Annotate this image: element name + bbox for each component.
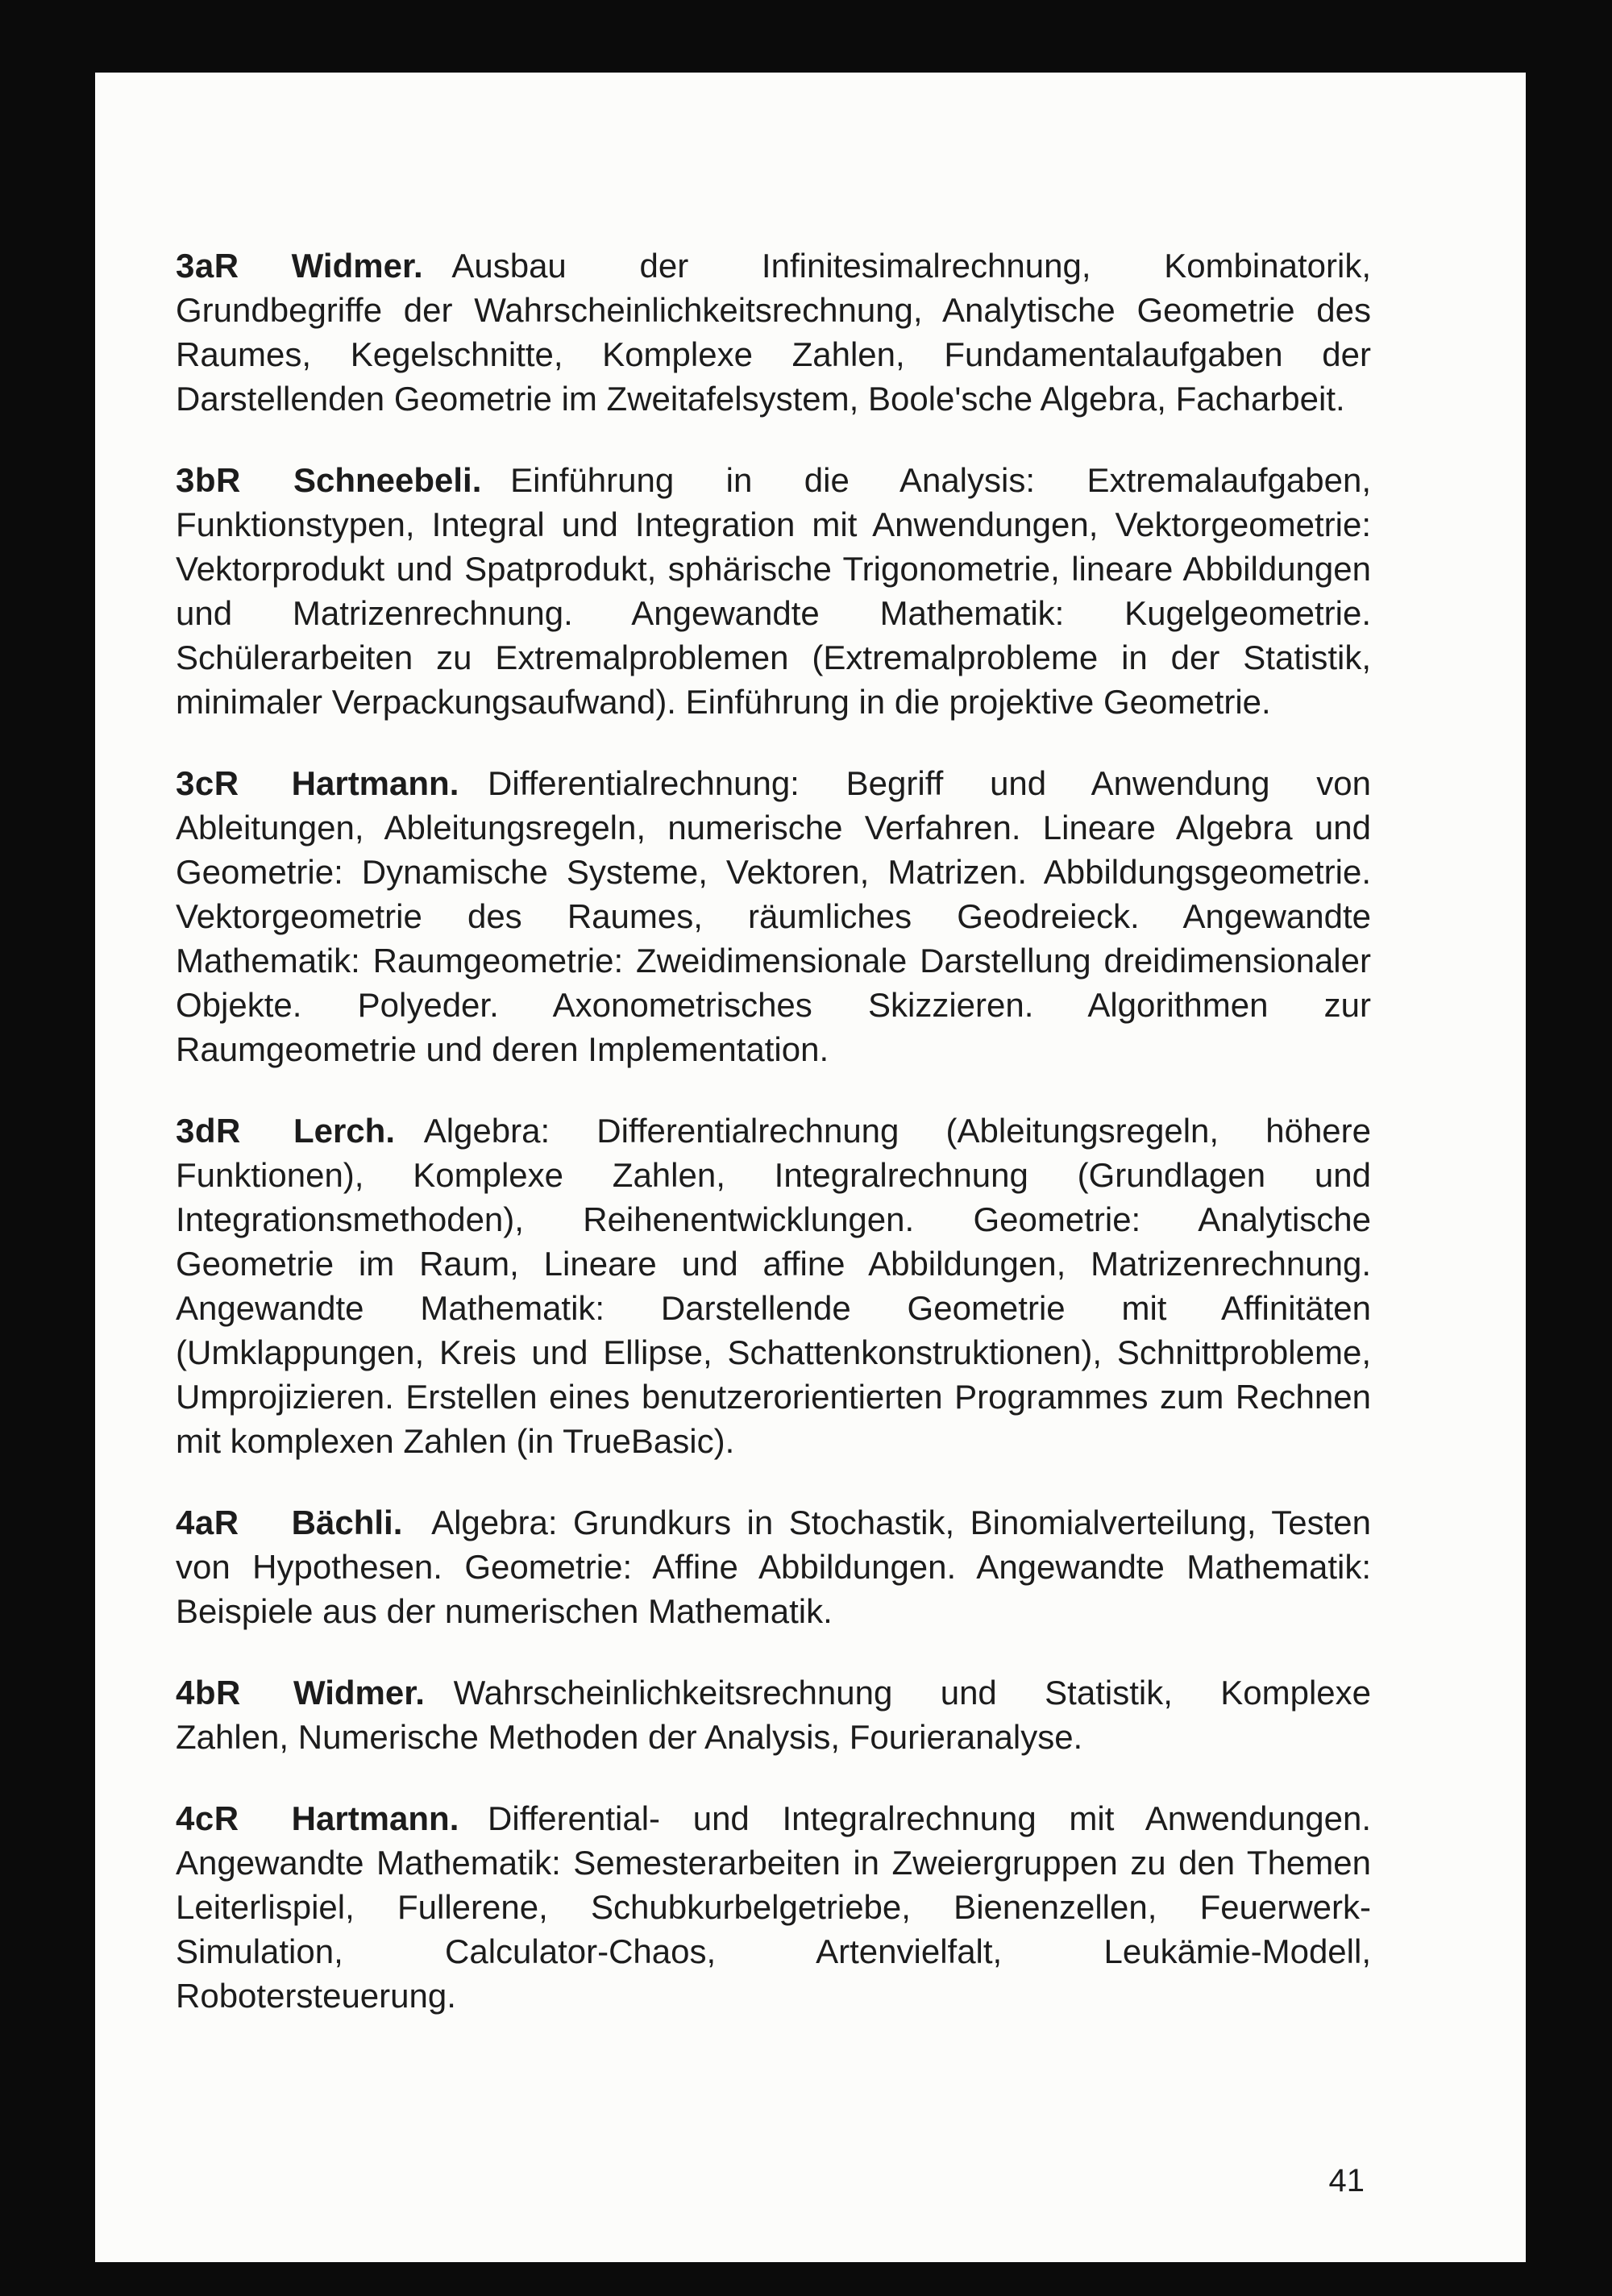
course-description: Einführung in die Analysis: Extremalaufgaben, Funktionstypen, Integral und Integration mit Anwendungen, Vektorgeometrie: Vektorprodukt und Spatprodukt, sphärische Trigonometrie, lineare Abbildungen und Matrizenrechnung. Angewandte Mathematik: Kugelgeometrie. Schülerarbeiten zu Extremalproblemen (Extremalprobleme in der Statistik, minimaler Verpackungsaufwand). Einführung in die projektive Geometrie. [176,461,1371,721]
course-description: Algebra: Grundkurs in Stochastik, Binomialverteilung, Testen von Hypothesen. Geometrie: Affine Abbildungen. Angewandte Mathematik: Beispiele aus der numerischen Mathematik. [176,1504,1371,1630]
teacher-name: Hartmann. [291,1799,459,1837]
course-paragraph [176,1500,1371,1633]
course-paragraph [176,1670,1371,1759]
course-paragraph [176,761,1371,1071]
teacher-name: Hartmann. [291,764,459,802]
course-paragraph [176,243,1371,421]
course-description: Differential- und Integralrechnung mit Anwendungen. Angewandte Mathematik: Semesterarbeiten in Zweiergruppen zu den Themen Leiterlispiel, Fullerene, Schubkurbelgetriebe, Bienenzellen, Feuerwerk-Simulation, Calculator-Chaos, Artenvielfalt, Leukämie-Modell, Robotersteuerung. [176,1799,1371,2015]
class-code: 3aR [176,247,239,285]
course-paragraph [176,1108,1371,1463]
course-description: Algebra: Differentialrechnung (Ableitungsregeln, höhere Funktionen), Komplexe Zahlen, Integralrechnung (Grundlagen und Integrationsmethoden), Reihenentwicklungen. Geometrie: Analytische Geometrie im Raum, Lineare und affine Abbildungen, Matrizenrechnung. Angewandte Mathematik: Darstellende Geometrie mit Affinitäten (Umklappungen, Kreis und Ellipse, Schattenkonstruktionen), Schnittprobleme, Umprojizieren. Erstellen eines benutzerorientierten Programmes zum Rechnen mit komplexen Zahlen (in TrueBasic). [176,1112,1371,1460]
teacher-name: Schneebeli. [293,461,482,499]
class-code: 3bR [176,461,241,499]
teacher-name: Widmer. [293,1674,425,1712]
class-code: 3dR [176,1112,241,1150]
class-code: 4bR [176,1674,241,1712]
teacher-name: Widmer. [291,247,423,285]
course-description: Wahrscheinlichkeitsrechnung und Statistik, Komplexe Zahlen, Numerische Methoden der Analysis, Fourieranalyse. [176,1674,1371,1756]
class-code: 4aR [176,1504,239,1541]
course-paragraph [176,458,1371,724]
page-number: 41 [1328,2163,1365,2198]
course-description: Differentialrechnung: Begriff und Anwendung von Ableitungen, Ableitungsregeln, numerische Verfahren. Lineare Algebra und Geometrie: Dynamische Systeme, Vektoren, Matrizen. Abbildungsgeometrie. Vektorgeometrie des Raumes, räumliches Geodreieck. Angewandte Mathematik: Raumgeometrie: Zweidimensionale Darstellung dreidimensionaler Objekte. Polyeder. Axonometrisches Skizzieren. Algorithmen zur Raumgeometrie und deren Implementation. [176,764,1371,1068]
course-description: Ausbau der Infinitesimalrechnung, Kombinatorik, Grundbegriffe der Wahrscheinlichkeitsrechnung, Analytische Geometrie des Raumes, Kegelschnitte, Komplexe Zahlen, Fundamentalaufgaben der Darstellenden Geometrie im Zweitafelsystem, Boole'sche Algebra, Facharbeit. [176,247,1371,418]
course-paragraph [176,1796,1371,2018]
document-page [95,73,1526,2262]
class-code: 4cR [176,1799,239,1837]
class-code: 3cR [176,764,239,802]
teacher-name: Lerch. [293,1112,395,1150]
teacher-name: Bächli. [291,1504,403,1541]
